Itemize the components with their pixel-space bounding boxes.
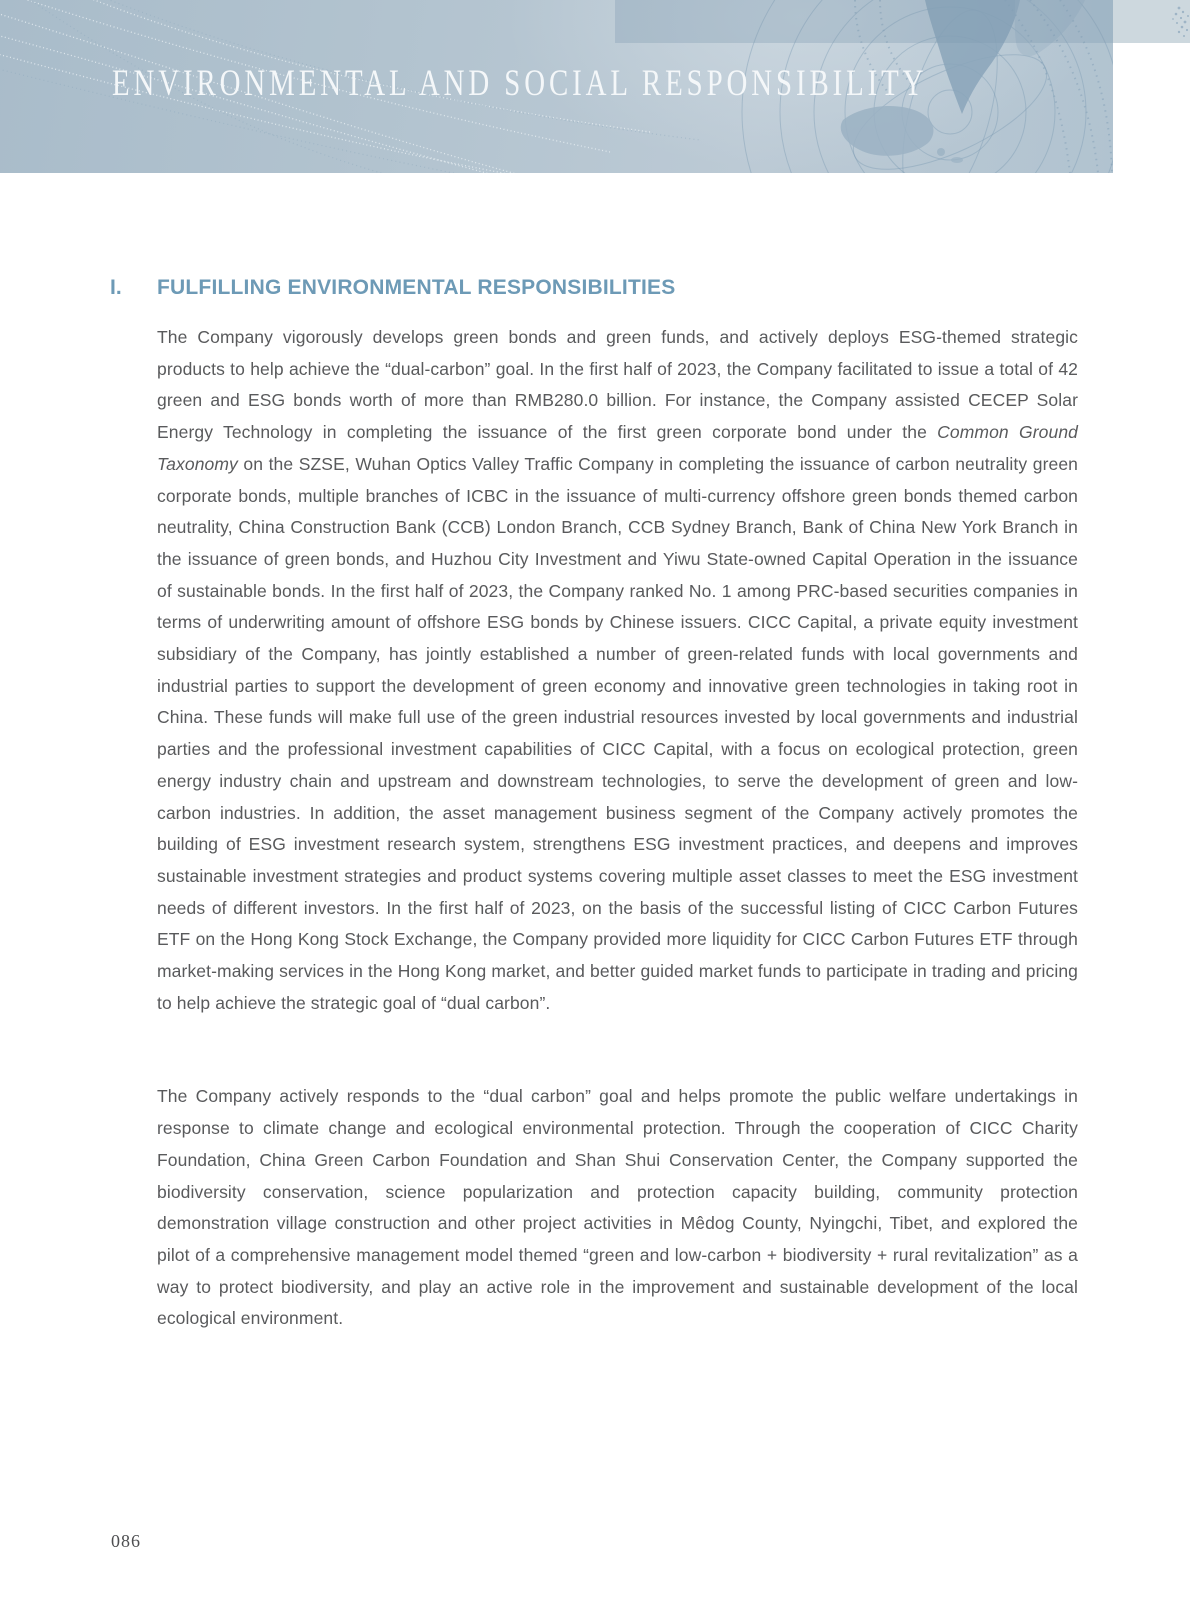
banner-corner-block [1113,0,1190,43]
section-number: I. [110,276,122,299]
section-heading: FULFILLING ENVIRONMENTAL RESPONSIBILITIES [157,276,676,299]
floral-sprig-icon [1113,0,1190,43]
page-title: ENVIRONMENTAL AND SOCIAL RESPONSIBILITY [112,63,928,104]
paragraph-charity: The Company actively responds to the “dual carbon” goal and helps promote the public welfare undertakings in response to climate change and ecological environmental protection. Through the cooperation of CICC Charity Foundation, China Green Carbon Foundation and Shan Shui Conservation Center, the Company supported the biodiversity conservation, science popularization and protection capacity building, community protection demonstration village construction and other project activities in Mêdog County, Nyingchi, Tibet, and explored the pilot of a comprehensive management model themed “green and low-carbon + biodiversity + rural revitalization” as a way to protect biodiversity, and play an active role in the improvement and sustainable development of the local ecological environment. [157,1086,1078,1329]
paragraph-environmental-text-2: on the SZSE, Wuhan Optics Valley Traffic Company in completing the issuance of carbon neutrality green corporate bonds, multiple branches of ICBC in the issuance of multi-currency offshore green bonds themed carbon neutrality, China Construction Bank (CCB) London Branch, CCB Sydney Branch, Bank of China New York Branch in the issuance of green bonds, and Huzhou City Investment and Yiwu State-owned Capital Operation in the issuance of sustainable bonds. In the first half of 2023, the Company ranked No. 1 among PRC-based securities companies in terms of underwriting amount of offshore ESG bonds by Chinese issuers. CICC Capital, a private equity investment subsidiary of the Company, has jointly established a number of green-related funds with local governments and industrial parties to support the development of green economy and innovative green technologies in taking root in China. These funds will make full use of the green industrial resources invested by local governments and industrial parties and the professional investment capabilities of CICC Capital, with a focus on ecological protection, green energy industry chain and upstream and downstream technologies, to serve the development of green and low-carbon industries. In addition, the asset management business segment of the Company actively promotes the building of ESG investment research system, strengthens ESG investment practices, and deepens and improves sustainable investment strategies and product systems covering multiple asset classes to meet the ESG investment needs of different investors. In the first half of 2023, on the basis of the successful listing of CICC Carbon Futures ETF on the Hong Kong Stock Exchange, the Company provided more liquidity for CICC Carbon Futures ETF through market-making services in the Hong Kong market, and better guided market funds to participate in trading and pricing to help achieve the strategic goal of “dual carbon”. [157,453,1078,1013]
paragraph-environmental [157,322,1078,1019]
banner-top-strip [615,0,1113,43]
section-heading-row [110,275,1078,301]
common-ground-taxonomy-italic: Common Ground Taxonomy [157,422,1078,474]
paragraph-environmental-text-1: The Company vigorously develops green bonds and green funds, and actively deploys ESG-themed strategic products to help achieve the “dual-carbon” goal. In the first half of 2023, the Company facilitated to issue a total of 42 green and ESG bonds worth of more than RMB280.0 billion. For instance, the Company assisted CECEP Solar Energy Technology in completing the issuance of the first green corporate bond under the [157,327,1078,443]
page-content [110,275,1078,1335]
page-number: 086 [111,1531,141,1551]
